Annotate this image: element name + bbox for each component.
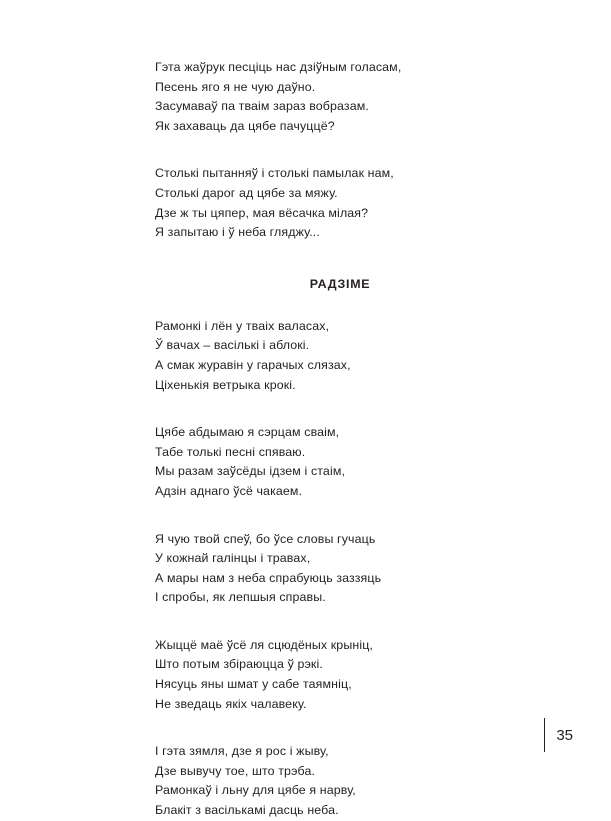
poem-stanza-1 — [155, 317, 515, 395]
poem-stanza-3 — [155, 530, 515, 608]
poem-stanza-5 — [155, 742, 515, 820]
poem-line: Ў вачах – васількі і аблокі. — [155, 338, 310, 353]
poem-line: І гэта зямля, дзе я рос і жыву, — [155, 744, 329, 759]
poem-stanza-2 — [155, 423, 515, 501]
poem-line: А мары нам з неба спрабуюць заззяць — [155, 570, 382, 585]
poem-line: Столькі дарог ад цябе за мяжу. — [155, 185, 338, 200]
poem-line: Блакіт з васількамі дасць неба. — [155, 803, 339, 818]
folio-divider — [544, 718, 545, 752]
stanza-1 — [155, 58, 515, 136]
poem-line: І спробы, як лепшыя справы. — [155, 590, 326, 605]
poem-line: Рамонкі і лён у тваіх валасах, — [155, 318, 330, 333]
poem-line: Дзе вывучу тое, што трэба. — [155, 763, 316, 778]
page-folio — [544, 718, 573, 752]
poem-line: Засумаваў па тваім зараз вобразам. — [155, 99, 369, 114]
poem-line: Рамонкаў і льну для цябе я нарву, — [155, 783, 356, 798]
page-body — [155, 58, 515, 821]
poem-line: Дзе ж ты цяпер, мая вёсачка мілая? — [155, 205, 369, 220]
poem-line: Гэта жаўрук песціць нас дзіўным голасам, — [155, 60, 402, 74]
poem-line: Не зведаць якіх чалавеку. — [155, 696, 307, 711]
poem-line: Цябе абдымаю я сэрцам сваім, — [155, 425, 340, 440]
poem-line: Мы разам заўсёды ідзем і стаім, — [155, 464, 346, 479]
poem-line: Табе толькі песні спяваю. — [155, 444, 306, 459]
poem-line: Я чую твой спеў, бо ўсе словы гучаць — [155, 531, 376, 546]
poem-line: Я запытаю і ў неба гляджу... — [155, 225, 320, 240]
poem-line: Як захаваць да цябе пачуццё? — [155, 118, 335, 133]
poem-line: У кожнай галінцы і травах, — [155, 551, 311, 566]
poem-line: Адзін аднаго ўсё чакаем. — [155, 483, 303, 498]
poem-line: Нясуць яны шмат у сабе таямніц, — [155, 677, 352, 692]
stanza-2 — [155, 164, 515, 242]
poem-line: А смак журавін у гарачых слязах, — [155, 357, 351, 372]
poem-line: Столькі пытанняў і столькі памылак нам, — [155, 166, 394, 181]
poem-line: Жыццё маё ўсё ля сцюдёных крыніц, — [155, 637, 373, 652]
poem-line: Што потым збіраюцца ў рэкі. — [155, 657, 323, 672]
poem-title-block — [155, 271, 515, 291]
page-number: 35 — [556, 726, 573, 744]
poem-line: Песень яго я не чую даўно. — [155, 79, 316, 94]
page-title: РАДЗІМЕ — [309, 276, 371, 291]
poem-stanza-4 — [155, 636, 515, 714]
poem-line: Ціхенькія ветрыка крокі. — [155, 377, 296, 392]
